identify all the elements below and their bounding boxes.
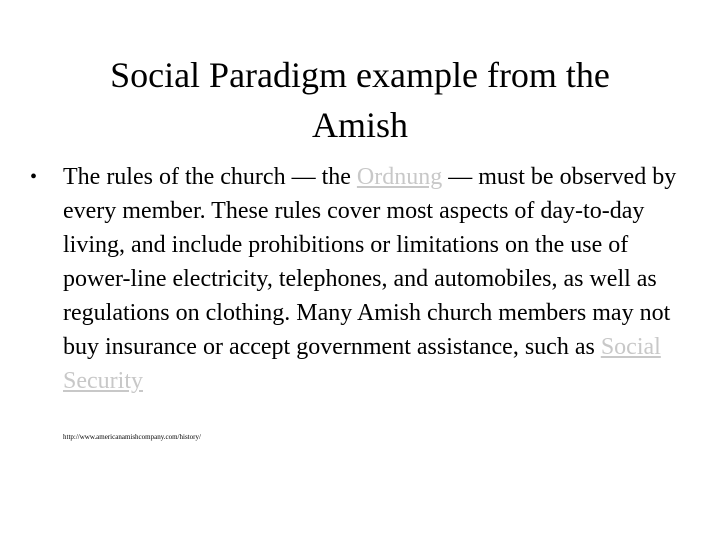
bullet-marker: • [30, 166, 38, 188]
bullet-item [30, 160, 690, 398]
slide-title [40, 50, 680, 150]
slide-body [30, 160, 690, 398]
slide-title-line-2: Amish [311, 105, 408, 145]
bullet-text-intro: The rules of the church — the [63, 164, 357, 190]
bullet-text-body: — must be observed by every member. These rules cover most aspects of day-to-day living, and include prohibitions or limitations on the use of power-line electricity, telephones, and automobiles, as well as regulations on clothing. Many Amish church members may not buy insurance or accept government assistance, such as [63, 164, 677, 360]
slide-title-line-1: Social Paradigm example from the [110, 55, 610, 95]
social-security-link[interactable]: Social Security [63, 334, 661, 394]
source-url: http://www.americanamishcompany.com/history/ [63, 433, 201, 441]
ordnung-link[interactable]: Ordnung [356, 164, 443, 190]
